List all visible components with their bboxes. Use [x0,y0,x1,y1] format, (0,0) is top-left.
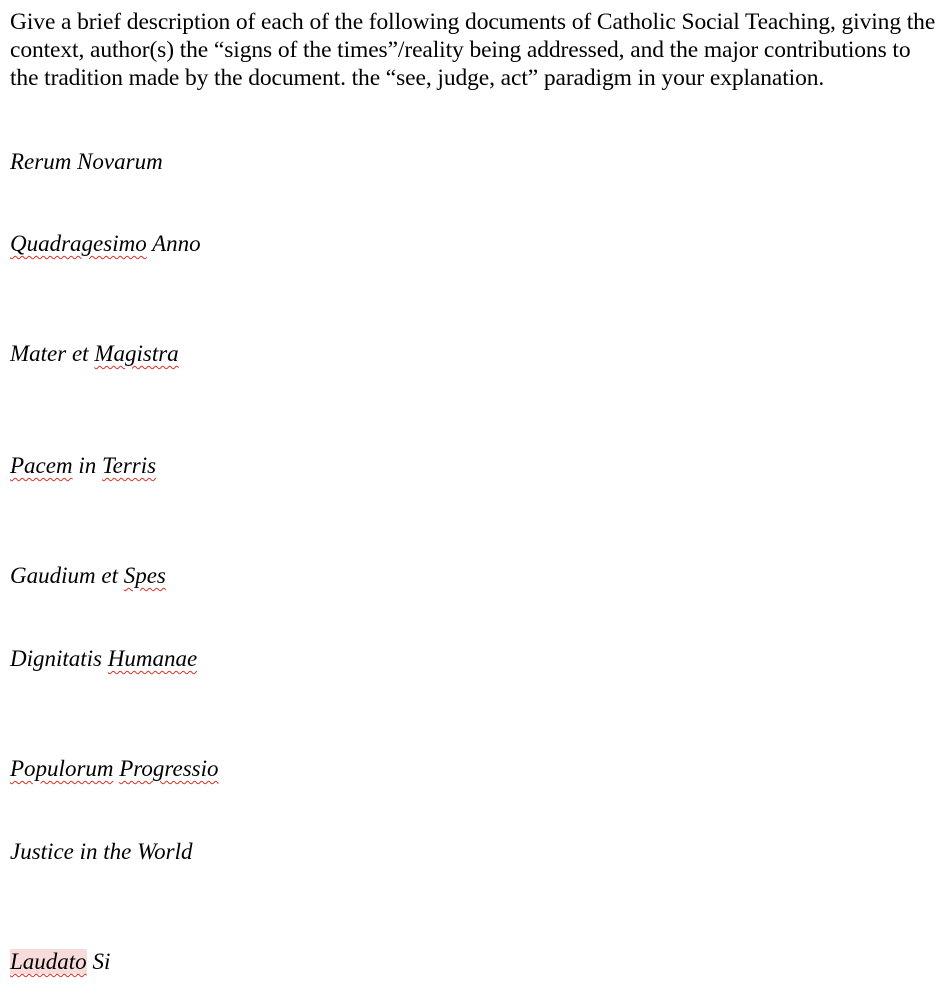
doc-title-rerum-novarum [10,147,163,177]
doc-title-justice-in-the-world [10,837,192,867]
assignment-instructions: Give a brief description of each of the following documents of Catholic Social Teaching, giving the context, author(s) the “signs of the times”/reality being addressed, and the major contributions to the tradition made by the document. the “see, judge, act” paradigm in your explanation. [10,9,936,91]
doc-title-quadragesimo-anno [10,229,201,259]
misspelled-word[interactable]: Spes [123,563,166,588]
doc-title-pacem-in-terris [10,451,156,481]
highlighted-misspelled-word[interactable]: Laudato [10,949,87,974]
title-word: Rerum [10,149,72,174]
title-word: in [78,453,97,478]
misspelled-word[interactable]: Progressio [119,756,219,781]
misspelled-word[interactable]: Terris [101,453,157,478]
misspelled-word[interactable]: Humanae [107,646,198,671]
title-word: Justice in the World [10,839,193,864]
doc-title-gaudium-et-spes [10,561,166,591]
title-word: Gaudium et [10,563,118,588]
misspelled-word[interactable]: Populorum [10,756,114,781]
doc-title-populorum-progressio [10,754,219,784]
misspelled-word[interactable]: Pacem [10,453,73,478]
doc-title-laudato-si [10,947,110,977]
title-word: Mater et [10,341,89,366]
title-word: Novarum [77,149,163,174]
misspelled-word[interactable]: Magistra [94,341,179,366]
doc-title-mater-et-magistra [10,339,179,369]
title-word: Anno [152,231,201,256]
misspelled-word[interactable]: Quadragesimo [10,231,147,256]
title-word: Dignitatis [10,646,103,671]
title-word: Si [92,949,111,974]
doc-title-dignitatis-humanae [10,644,197,674]
